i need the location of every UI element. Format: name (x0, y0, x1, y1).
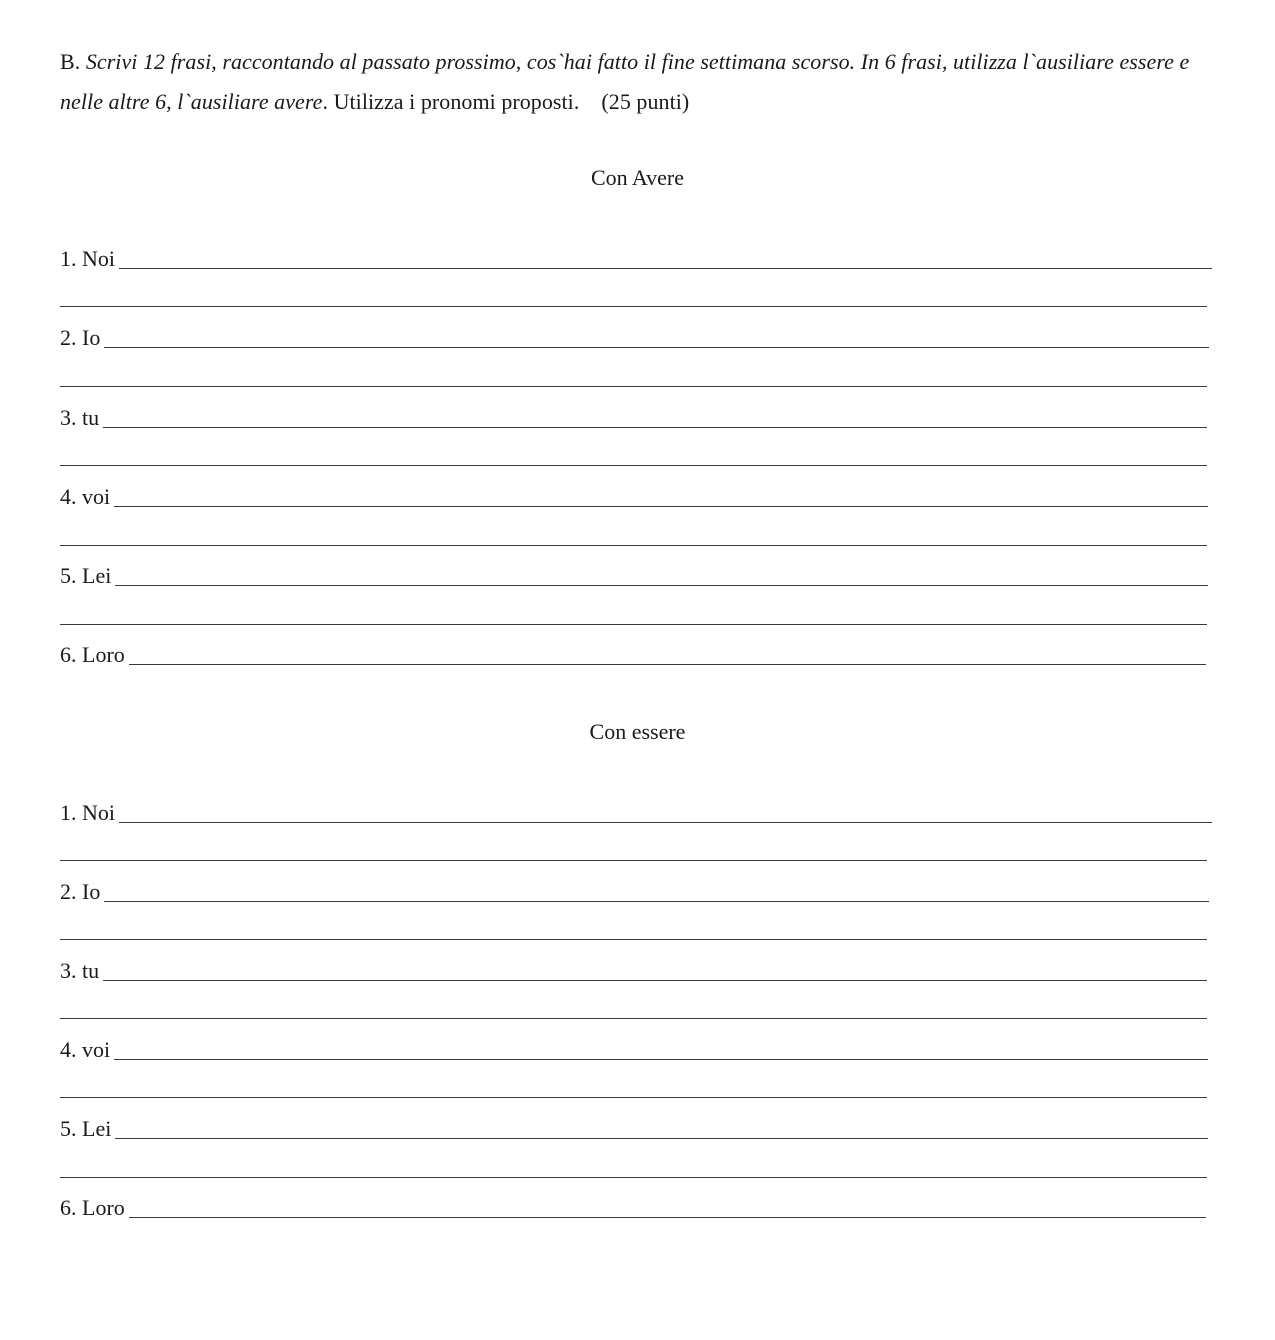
pronoun-label: 5. Lei (60, 563, 112, 588)
answer-line-continuation[interactable] (60, 1177, 1207, 1178)
answer-row-essere-6[interactable] (60, 1191, 1206, 1221)
answer-line-continuation[interactable] (60, 545, 1207, 546)
answer-line[interactable] (104, 879, 1209, 902)
answer-row-essere-1[interactable] (60, 796, 1212, 826)
pronoun-label: 3. tu (60, 405, 100, 430)
pronoun-label: 2. Io (60, 879, 101, 904)
answer-row-avere-6[interactable] (60, 638, 1206, 668)
answer-line[interactable] (103, 958, 1207, 981)
answer-row-avere-2[interactable] (60, 321, 1209, 351)
section-title-essere: Con essere (589, 719, 686, 744)
instructions-prefix: B. (60, 49, 86, 74)
answer-line[interactable] (115, 563, 1208, 586)
answer-line-continuation[interactable] (60, 1097, 1207, 1098)
answer-line-continuation[interactable] (60, 860, 1207, 861)
instructions-italic: Scrivi 12 frasi, raccontando al passato prossimo, cos`hai fatto il fine settimana scorso. In 6 frasi, utilizza l`ausiliare essere e nelle altre 6, l`ausiliare avere (60, 49, 1190, 114)
pronoun-label: 1. Noi (60, 800, 115, 825)
answer-line[interactable] (119, 246, 1212, 269)
answer-row-avere-4[interactable] (60, 480, 1208, 510)
pronoun-label: 6. Loro (60, 1195, 125, 1220)
answer-row-essere-3[interactable] (60, 954, 1207, 984)
instructions (60, 42, 1210, 122)
answer-line[interactable] (114, 484, 1208, 507)
answer-row-avere-5[interactable] (60, 559, 1208, 589)
answer-row-essere-5[interactable] (60, 1112, 1208, 1142)
answer-line[interactable] (104, 325, 1209, 348)
answer-line[interactable] (114, 1037, 1208, 1060)
answer-row-essere-4[interactable] (60, 1033, 1208, 1063)
pronoun-label: 6. Loro (60, 642, 125, 667)
answer-line[interactable] (103, 405, 1207, 428)
answer-line-continuation[interactable] (60, 306, 1207, 307)
answer-line-continuation[interactable] (60, 624, 1207, 625)
pronoun-label: 3. tu (60, 958, 100, 983)
answer-line-continuation[interactable] (60, 939, 1207, 940)
answer-line-continuation[interactable] (60, 386, 1207, 387)
answer-line[interactable] (115, 1116, 1208, 1139)
points-label: (25 punti) (601, 89, 690, 114)
pronoun-label: 5. Lei (60, 1116, 112, 1141)
answer-row-avere-3[interactable] (60, 401, 1207, 431)
pronoun-label: 4. voi (60, 1037, 111, 1062)
answer-row-essere-2[interactable] (60, 875, 1209, 905)
pronoun-label: 1. Noi (60, 246, 115, 271)
pronoun-label: 4. voi (60, 484, 111, 509)
answer-line-continuation[interactable] (60, 465, 1207, 466)
instructions-plain: . Utilizza i pronomi proposti. (322, 89, 580, 114)
answer-line-continuation[interactable] (60, 1018, 1207, 1019)
pronoun-label: 2. Io (60, 325, 101, 350)
answer-line[interactable] (129, 642, 1206, 665)
answer-row-avere-1[interactable] (60, 242, 1212, 272)
answer-line[interactable] (129, 1195, 1206, 1218)
section-title-avere: Con Avere (590, 165, 685, 190)
answer-line[interactable] (119, 800, 1212, 823)
